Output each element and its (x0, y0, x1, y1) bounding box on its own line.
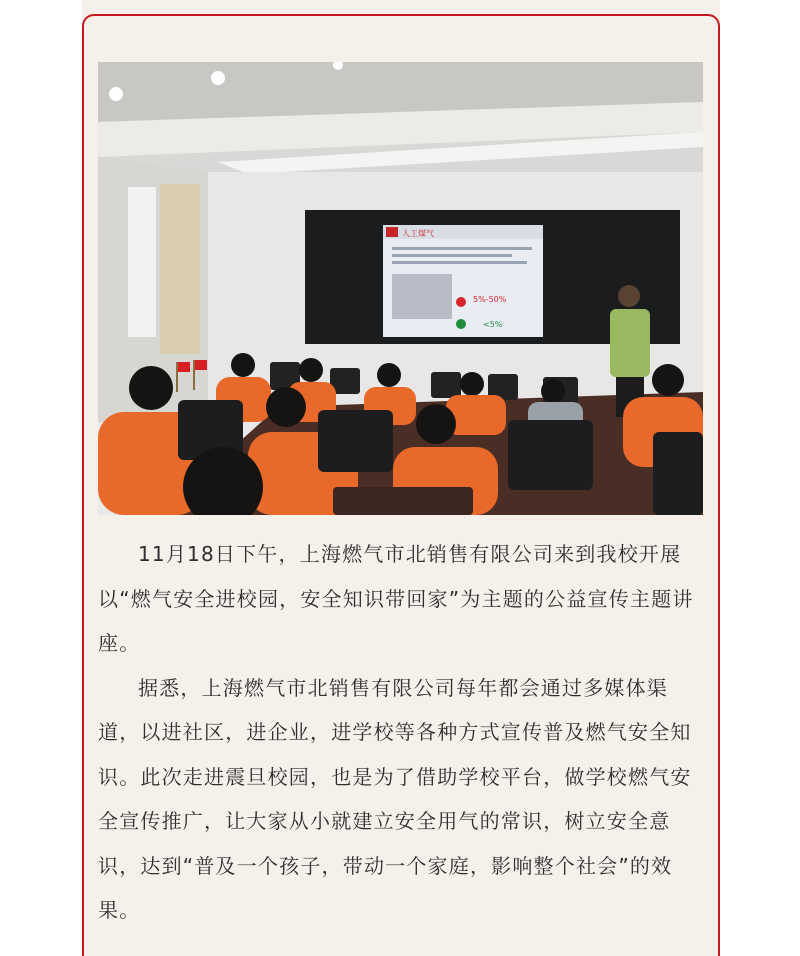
paragraph-event: 11月18日下午，上海燃气市北销售有限公司来到我校开展以“燃气安全进校园，安全知识带回家”为主题的公益宣传主题讲座。 (98, 542, 694, 655)
lecture-photo (98, 62, 703, 515)
slide-figure-high: 5%-50% (473, 295, 507, 304)
presenter (618, 285, 640, 307)
article-body (98, 532, 703, 933)
paragraph-background: 据悉，上海燃气市北销售有限公司每年都会通过多媒体渠道，以进社区，进企业，进学校等各种方式宣传普及燃气安全知识。此次走进震旦校园，也是为了借助学校平台，做学校燃气安全宣传推广，让大家从小就建立安全用气的常识，树立安全意识，达到“普及一个孩子，带动一个家庭，影响整个社会”的效果。 (98, 675, 692, 922)
slide-figure-low: <5% (483, 320, 503, 329)
slide-heading: 人工煤气 (402, 229, 434, 238)
flag-icon (178, 362, 190, 372)
